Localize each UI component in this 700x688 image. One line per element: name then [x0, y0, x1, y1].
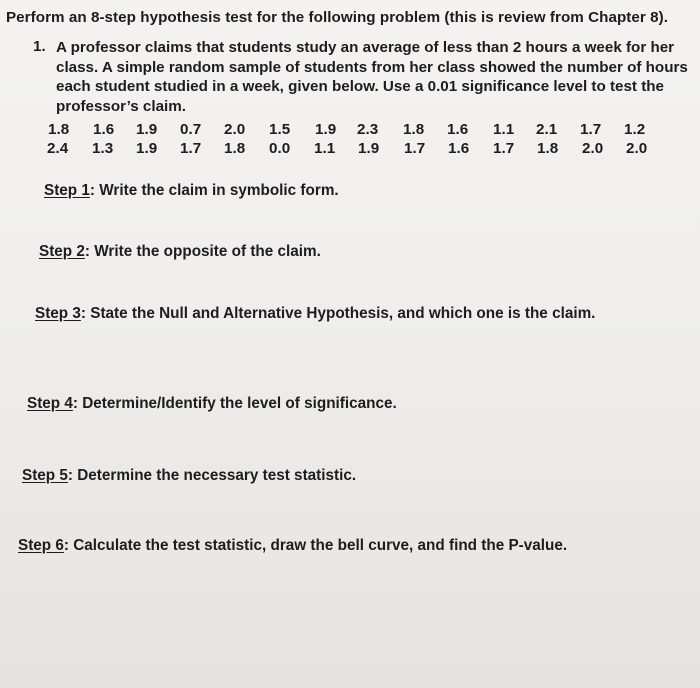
step-text: : Determine the necessary test statistic.: [67, 467, 357, 484]
data-value: 1.9: [358, 140, 380, 157]
data-value: 1.5: [269, 121, 291, 138]
data-value: 1.6: [93, 121, 115, 138]
data-value: 1.3: [92, 140, 114, 157]
data-value: 1.8: [48, 121, 70, 138]
step-6: [18, 537, 567, 555]
data-value: 1.9: [136, 121, 158, 138]
step-text: : Calculate the test statistic, draw the bell curve, and find the P-value.: [63, 537, 568, 554]
data-value: 1.7: [580, 121, 602, 138]
problem-statement: [56, 38, 688, 116]
data-value: 2.1: [536, 121, 558, 138]
data-value: 0.7: [180, 121, 202, 138]
data-value: 1.1: [493, 121, 515, 138]
data-value: 1.9: [315, 121, 337, 138]
data-value: 1.7: [493, 140, 515, 157]
data-value: 2.3: [357, 121, 379, 138]
data-value: 2.4: [47, 140, 69, 157]
data-value: 1.2: [624, 121, 646, 138]
data-value: 1.9: [136, 140, 158, 157]
data-value: 1.8: [224, 140, 246, 157]
data-value: 2.0: [224, 121, 246, 138]
instruction-text: Perform an 8-step hypothesis test for the following problem (this is review from Chapter 8).: [6, 9, 668, 26]
step-text: : State the Null and Alternative Hypothesis, and which one is the claim.: [80, 305, 596, 322]
data-value: 2.0: [582, 140, 604, 157]
step-4: [27, 395, 397, 413]
data-value: 1.8: [403, 121, 425, 138]
problem-line: each student studied in a week, given below. Use a 0.01 significance level to test the: [56, 78, 664, 95]
step-text: : Write the opposite of the claim.: [84, 243, 321, 260]
data-value: 1.8: [537, 140, 559, 157]
step-text: : Determine/Identify the level of significance.: [72, 395, 397, 412]
problem-line: class. A simple random sample of students from her class showed the number of hours: [56, 58, 688, 76]
data-value: 1.7: [180, 140, 202, 157]
problem-line: professor’s claim.: [56, 97, 186, 115]
data-value: 1.1: [314, 140, 336, 157]
step-label: Step 6: [18, 537, 64, 554]
step-2: [39, 243, 321, 261]
data-value: 1.6: [447, 121, 469, 138]
step-label: Step 2: [39, 243, 85, 260]
data-value: 2.0: [626, 140, 648, 157]
step-label: Step 3: [35, 305, 81, 322]
step-text: : Write the claim in symbolic form.: [89, 182, 339, 199]
step-5: [22, 467, 356, 485]
step-label: Step 1: [44, 182, 90, 199]
step-1: [44, 182, 339, 200]
data-value: 0.0: [269, 140, 291, 157]
problem-number: 1.: [33, 38, 46, 55]
data-value: 1.7: [404, 140, 426, 157]
step-3: [35, 305, 595, 323]
step-label: Step 4: [27, 395, 73, 412]
problem-line: A professor claims that students study an average of less than 2 hours a week for her: [56, 39, 675, 56]
step-label: Step 5: [22, 467, 68, 484]
data-value: 1.6: [448, 140, 470, 157]
